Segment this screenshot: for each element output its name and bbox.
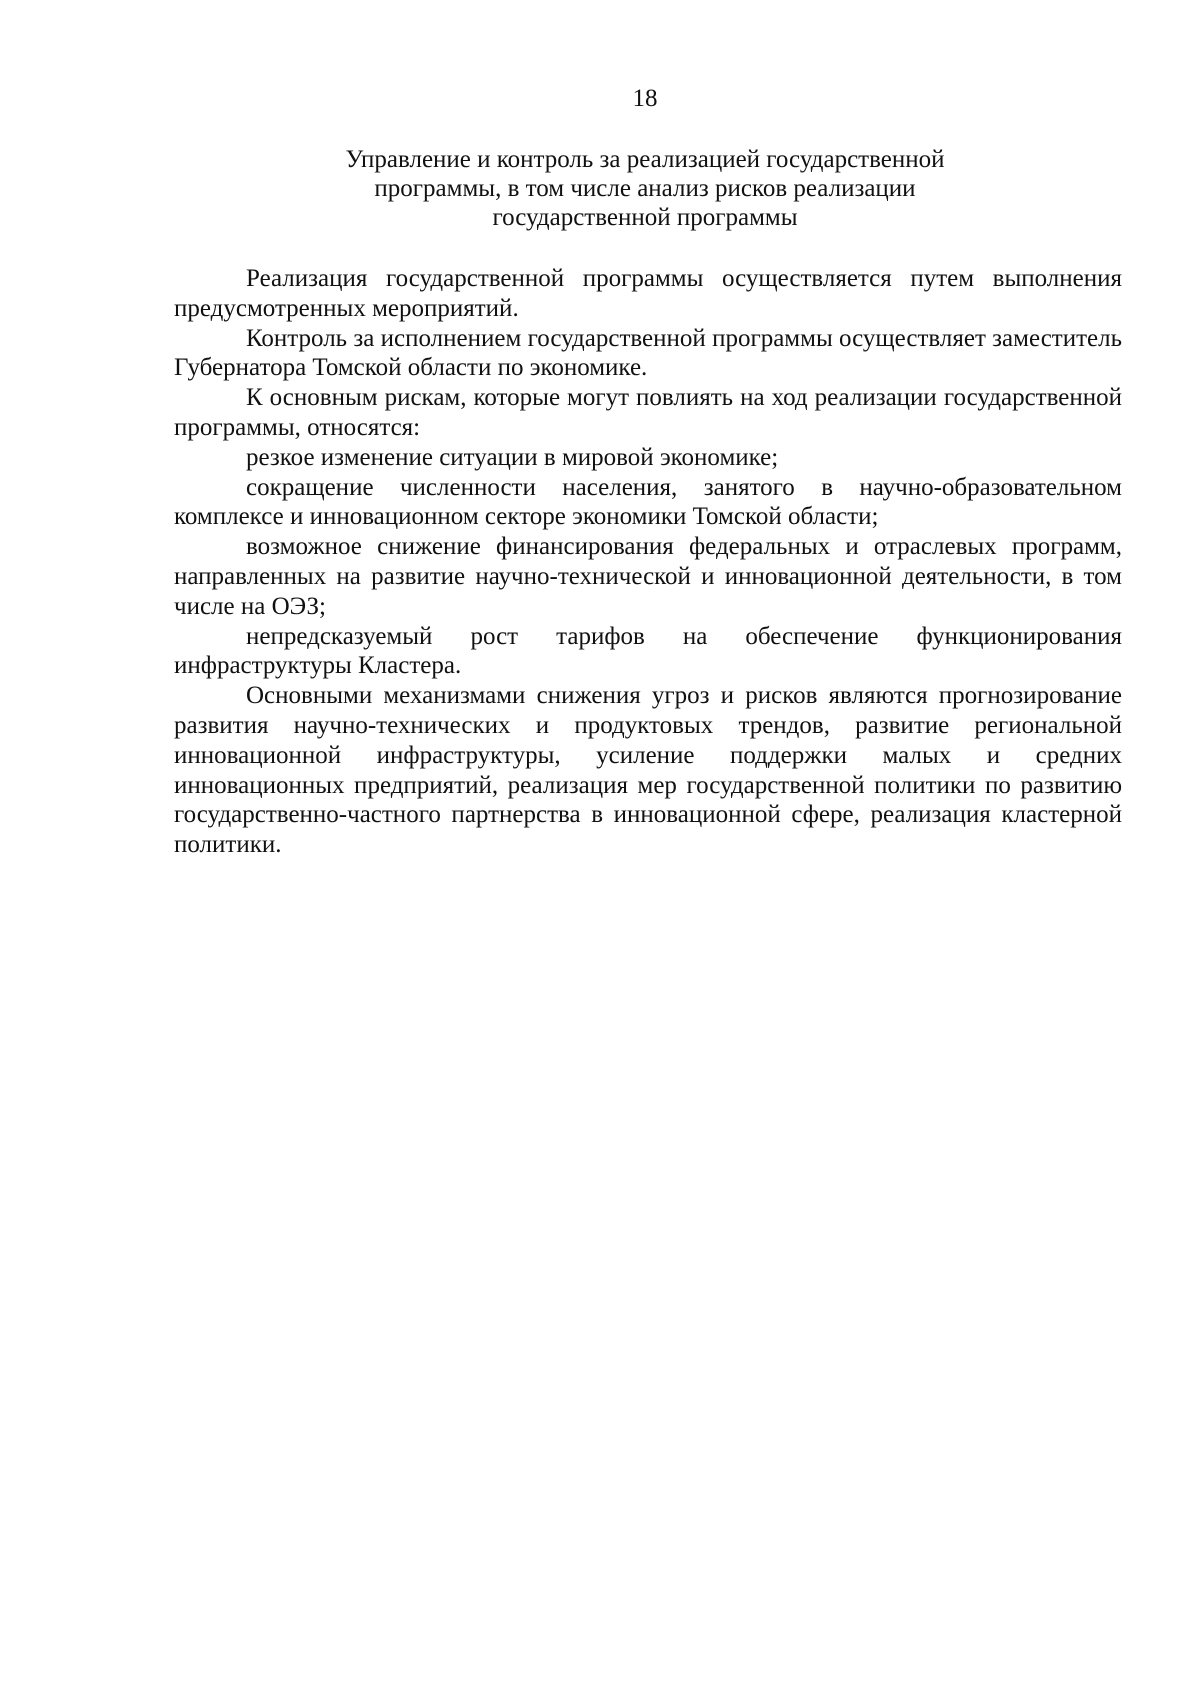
paragraph-risk-item: непредсказуемый рост тарифов на обеспечение функционирования инфраструктуры Кластера. — [174, 622, 1122, 680]
section-heading — [280, 145, 1010, 232]
paragraph-implementation: Реализация государственной программы осуществляется путем выполнения предусмотренных мероприятий. — [174, 265, 1122, 322]
body-text — [174, 264, 1122, 860]
paragraph-control: Контроль за исполнением государственной программы осуществляет заместитель Губернатора Томской области по экономике. — [174, 324, 1122, 382]
page-number: 18 — [632, 85, 658, 112]
heading-line: Управление и контроль за реализацией государственной — [345, 146, 945, 173]
heading-line: государственной программы — [492, 204, 798, 231]
heading-line: программы, в том числе анализ рисков реализации — [374, 175, 916, 202]
paragraph-mitigation: Основными механизмами снижения угроз и рисков являются прогнозирование развития научно-технических и продуктовых трендов, развитие региональной инновационной инфраструктуры, усиление поддержки малых и средних инновационных предприятий, реализация мер государственной политики по развитию государственно-частного партнерства в инновационной сфере, реализация кластерной политики. — [174, 682, 1122, 859]
paragraph-risk-item: резкое изменение ситуации в мировой экономике; — [246, 443, 779, 471]
paragraph-risk-item: сокращение численности населения, занятого в научно-образовательном комплексе и инновационном секторе экономики Томской области; — [174, 473, 1122, 531]
paragraph-risks-intro: К основным рискам, которые могут повлиять на ход реализации государственной программы, относятся: — [174, 384, 1122, 441]
paragraph-risk-item: возможное снижение финансирования федеральных и отраслевых программ, направленных на развитие научно-технической и инновационной деятельности, в том числе на ОЭЗ; — [174, 533, 1122, 620]
